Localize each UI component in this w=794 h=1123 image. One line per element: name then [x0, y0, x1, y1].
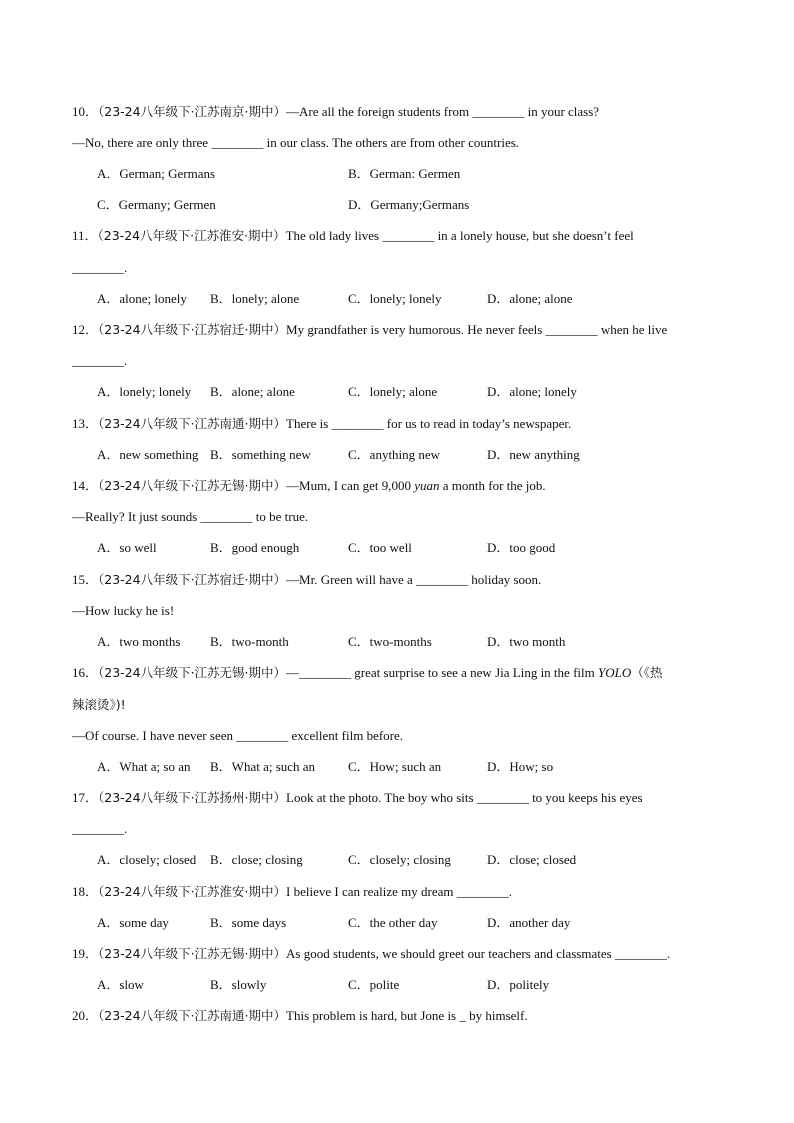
- option-b: B．two-month: [210, 634, 289, 649]
- option-d: D．too good: [487, 540, 556, 555]
- option-b: B．slowly: [210, 977, 267, 992]
- question-number: 10．: [72, 104, 99, 119]
- question-number: 16．: [72, 665, 99, 680]
- option-d: D．Germany;Germans: [348, 197, 470, 212]
- option-a: A．lonely; lonely: [97, 384, 192, 399]
- option-a: A．some day: [97, 915, 169, 930]
- option-c: C．Germany; Germen: [97, 197, 216, 212]
- option-d: D．alone; alone: [487, 291, 573, 306]
- question-number: 20．: [72, 1008, 99, 1023]
- question-text: Look at the photo. The boy who sits ________ to you keeps his eyes: [286, 790, 643, 805]
- option-c: C．polite: [348, 977, 400, 992]
- option-d: D．two month: [487, 634, 566, 649]
- question-19-stem: [72, 945, 670, 963]
- question-11-stem: [72, 227, 634, 245]
- question-source: （23-24八年级下·江苏南通·期中）: [98, 416, 287, 431]
- option-a: A．German; Germans: [97, 166, 216, 181]
- question-11-line: ________.: [72, 260, 128, 275]
- option-a: A．so well: [97, 540, 157, 555]
- option-c: C．lonely; alone: [348, 384, 438, 399]
- option-c: C．two-months: [348, 634, 432, 649]
- question-source: （23-24八年级下·江苏宿迁·期中）: [98, 322, 287, 337]
- question-12-line: ________.: [72, 353, 128, 368]
- question-text-italic: YOLO: [597, 665, 632, 680]
- option-c: C．too well: [348, 540, 412, 555]
- question-text: This problem is hard, but Jone is _ by himself.: [286, 1008, 528, 1023]
- question-number: 17．: [72, 790, 99, 805]
- question-text-italic: yuan: [414, 478, 440, 493]
- question-source: （23-24八年级下·江苏无锡·期中）: [98, 946, 287, 961]
- question-15-line: —How lucky he is!: [72, 603, 175, 618]
- question-number: 13．: [72, 416, 99, 431]
- question-source: （23-24八年级下·江苏无锡·期中）: [98, 665, 287, 680]
- option-c: C．How; such an: [348, 759, 442, 774]
- option-d: D．another day: [487, 915, 571, 930]
- question-17-stem: [72, 789, 643, 807]
- question-source: （23-24八年级下·江苏淮安·期中）: [98, 884, 287, 899]
- question-number: 11．: [72, 228, 98, 243]
- question-20-stem: [72, 1007, 528, 1025]
- option-a: A．new something: [97, 447, 199, 462]
- question-text: There is ________ for us to read in today’s newspaper.: [286, 416, 572, 431]
- question-16-stem: [72, 664, 663, 682]
- question-text: My grandfather is very humorous. He never feels ________ when he live: [286, 322, 668, 337]
- question-16-stem-cont: 辣滚烫》)!: [72, 697, 126, 712]
- option-d: D．close; closed: [487, 852, 577, 867]
- question-18-stem: [72, 883, 512, 901]
- question-10-stem: [72, 103, 599, 121]
- question-text: I believe I can realize my dream ________.: [286, 884, 513, 899]
- question-number: 15．: [72, 572, 99, 587]
- question-text: a month for the job.: [439, 478, 546, 493]
- question-14-stem: [72, 477, 546, 495]
- question-source: （23-24八年级下·江苏南通·期中）: [98, 1008, 287, 1023]
- question-source: （23-24八年级下·江苏宿迁·期中）: [98, 572, 287, 587]
- question-source: （23-24八年级下·江苏无锡·期中）: [98, 478, 287, 493]
- option-b: B．some days: [210, 915, 287, 930]
- option-b: B．good enough: [210, 540, 300, 555]
- question-12-stem: [72, 321, 667, 339]
- option-a: A．slow: [97, 977, 144, 992]
- option-b: B．something new: [210, 447, 311, 462]
- option-a: A．What a; so an: [97, 759, 191, 774]
- question-13-stem: [72, 415, 571, 433]
- question-text: —Mr. Green will have a ________ holiday soon.: [286, 572, 542, 587]
- question-number: 19．: [72, 946, 99, 961]
- option-a: A．alone; lonely: [97, 291, 187, 306]
- option-b: B．alone; alone: [210, 384, 295, 399]
- option-d: D．alone; lonely: [487, 384, 577, 399]
- option-d: D．How; so: [487, 759, 554, 774]
- option-c: C．the other day: [348, 915, 438, 930]
- question-number: 18．: [72, 884, 99, 899]
- option-b: B．close; closing: [210, 852, 303, 867]
- question-text: The old lady lives ________ in a lonely house, but she doesn’t feel: [285, 228, 634, 243]
- option-d: D．new anything: [487, 447, 580, 462]
- question-number: 12．: [72, 322, 99, 337]
- question-10-line: —No, there are only three ________ in our class. The others are from other countries.: [72, 135, 520, 150]
- option-c: C．closely; closing: [348, 852, 451, 867]
- option-c: C．anything new: [348, 447, 441, 462]
- question-source: （23-24八年级下·江苏南京·期中）: [98, 104, 287, 119]
- question-17-line: ________.: [72, 821, 128, 836]
- option-b: B．German: Germen: [348, 166, 461, 181]
- question-text: （《热: [631, 665, 663, 680]
- question-source: （23-24八年级下·江苏淮安·期中）: [97, 228, 286, 243]
- option-a: A．two months: [97, 634, 181, 649]
- question-source: （23-24八年级下·江苏扬州·期中）: [98, 790, 287, 805]
- question-text: —Are all the foreign students from ________ in your class?: [286, 104, 600, 119]
- option-b: B．What a; such an: [210, 759, 316, 774]
- question-14-line: —Really? It just sounds ________ to be true.: [72, 509, 309, 524]
- option-a: A．closely; closed: [97, 852, 197, 867]
- question-text: —Mum, I can get 9,000: [286, 478, 415, 493]
- question-number: 14．: [72, 478, 99, 493]
- question-16-line: —Of course. I have never seen ________ excellent film before.: [72, 728, 404, 743]
- question-text: As good students, we should greet our teachers and classmates ________.: [286, 946, 671, 961]
- question-15-stem: [72, 571, 541, 589]
- option-b: B．lonely; alone: [210, 291, 300, 306]
- option-d: D．politely: [487, 977, 550, 992]
- option-c: C．lonely; lonely: [348, 291, 442, 306]
- question-text: —________ great surprise to see a new Jia Ling in the film: [286, 665, 598, 680]
